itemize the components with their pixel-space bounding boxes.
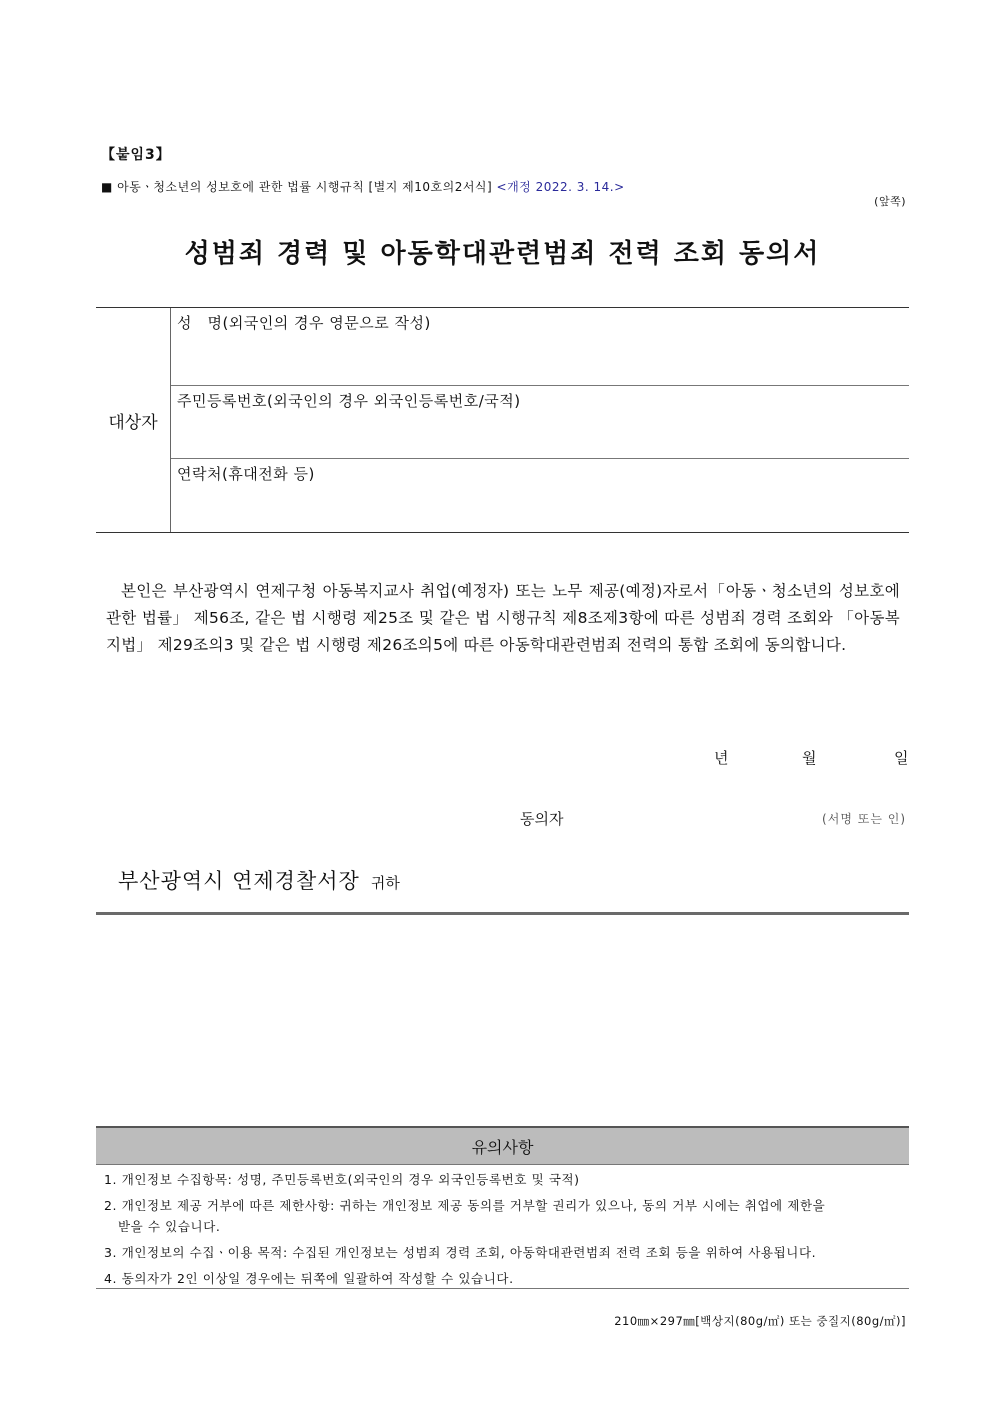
notes-bottom-border: [96, 1288, 909, 1289]
subject-table: [96, 307, 909, 533]
note-item-3: [104, 1242, 904, 1263]
page-side-note: (앞쪽): [874, 195, 906, 208]
attachment-label: 【붙임3】: [101, 147, 171, 163]
note-text: 3. 개인정보의 수집ㆍ이용 목적: 수집된 개인정보는 성범죄 경력 조회, 아동학대관련범죄 전력 조회 등을 위하여 사용됩니다.: [104, 1245, 817, 1260]
note-text: 2. 개인정보 제공 거부에 따른 제한사항: 귀하는 개인정보 제공 동의를 거부할 권리가 있으나, 동의 거부 시에는 취업에 제한을: [104, 1198, 826, 1213]
section-divider: [96, 912, 909, 915]
note-item-1: [104, 1169, 904, 1190]
addressee: [118, 865, 400, 895]
note-item-4: [104, 1268, 904, 1289]
paper-spec: 210㎜×297㎜[백상지(80g/㎡) 또는 중질지(80g/㎡)]: [614, 1314, 906, 1328]
date-month-label: 월: [802, 749, 817, 767]
note-text-continued: 받을 수 있습니다.: [118, 1219, 221, 1234]
consent-statement: 본인은 부산광역시 연제구청 아동복지교사 취업(예정자) 또는 노무 제공(예정)자로서「아동ㆍ청소년의 성보호에 관한 법률」 제56조, 같은 법 시행령 제25조 및 같은 법 시행규칙 제8조제3항에 따른 성범죄 경력 조회와 「아동복지법」 제29조의3 및 같은 법 시행령 제26조의5에 따른 아동학대관련범죄 전력의 통합 조회에 동의합니다.: [106, 582, 900, 654]
revision-date: <개정 2022. 3. 14.>: [496, 180, 625, 194]
law-reference: [101, 178, 625, 195]
law-reference-text: ■ 아동ㆍ청소년의 성보호에 관한 법률 시행규칙 [별지 제10호의2서식]: [101, 180, 493, 194]
contact-field-label: 연락처(휴대전화 등): [177, 465, 315, 483]
notes-list: [104, 1169, 904, 1294]
notes-title: 유의사항: [96, 1126, 909, 1165]
signer-label: 동의자: [520, 810, 564, 828]
name-field-label: 성 명(외국인의 경우 영문으로 작성): [177, 314, 431, 332]
note-text: 1. 개인정보 수집항목: 성명, 주민등록번호(외국인의 경우 외국인등록번호 및 국적): [104, 1172, 580, 1187]
contact-field[interactable]: [171, 459, 909, 532]
registration-number-field[interactable]: [171, 386, 909, 459]
addressee-office: 부산광역시 연제경찰서장: [118, 869, 360, 893]
note-text: 4. 동의자가 2인 이상일 경우에는 뒤쪽에 일괄하여 작성할 수 있습니다.: [104, 1271, 514, 1286]
addressee-suffix: 귀하: [370, 874, 400, 892]
name-field[interactable]: [171, 308, 909, 386]
subject-heading: 대상자: [96, 308, 171, 532]
note-item-2: [104, 1195, 904, 1237]
date-year-label: 년: [714, 749, 729, 767]
signature-field[interactable]: (서명 또는 인): [822, 812, 906, 826]
document-title: 성범죄 경력 및 아동학대관련범죄 전력 조회 동의서: [184, 239, 821, 269]
date-day-label: 일: [894, 749, 909, 767]
registration-number-field-label: 주민등록번호(외국인의 경우 외국인등록번호/국적): [177, 392, 521, 410]
